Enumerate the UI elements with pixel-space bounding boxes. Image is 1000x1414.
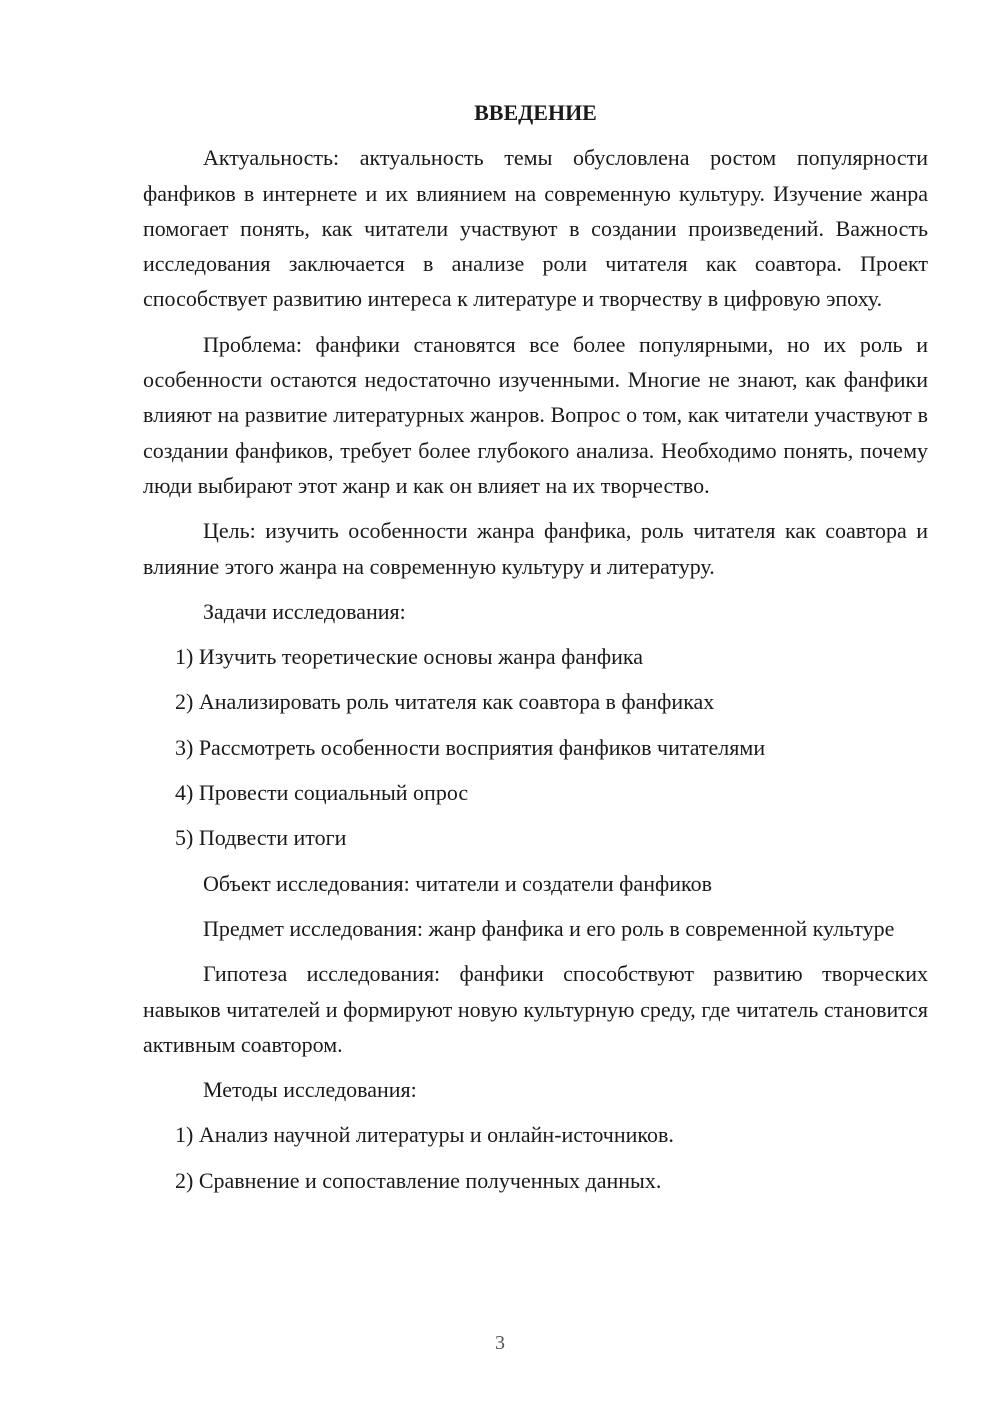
tasks-heading: Задачи исследования: — [203, 598, 406, 624]
method-item-1: 1) Анализ научной литературы и онлайн-источников. — [175, 1122, 674, 1148]
relevance-paragraph: Актуальность: актуальность темы обусловлена ростом популярности фанфиков в интернете и их влиянием на современную культуру. Изучение жанра помогает понять, как читатели участвуют в создании произведений. Важность исследования заключается в анализе роли читателя как соавтора. Проект способствует развитию интереса к литературе и творчеству в цифровую эпоху. — [143, 145, 928, 312]
task-item-4: 4) Провести социальный опрос — [175, 780, 469, 806]
research-subject: Предмет исследования: жанр фанфика и его роль в современной культуре — [203, 915, 895, 941]
page-number: 3 — [495, 1332, 505, 1354]
task-item-5: 5) Подвести итоги — [175, 825, 347, 851]
section-title: ВВЕДЕНИЕ — [474, 100, 597, 125]
problem-paragraph: Проблема: фанфики становятся все более популярными, но их роль и особенности остаются недостаточно изученными. Многие не знают, как фанфики влияют на развитие литературных жанров. Вопрос о том, как читатели участвуют в создании фанфиков, требует более глубокого анализа. Необходимо понять, почему люди выбирают этот жанр и как он влияет на их творчество. — [143, 331, 928, 498]
methods-heading: Методы исследования: — [203, 1077, 417, 1103]
task-item-3: 3) Рассмотреть особенности восприятия фанфиков читателями — [175, 734, 766, 760]
research-object: Объект исследования: читатели и создатели фанфиков — [203, 870, 712, 896]
hypothesis-paragraph: Гипотеза исследования: фанфики способствуют развитию творческих навыков читателей и формируют новую культурную среду, где читатель становится активным соавтором. — [143, 961, 928, 1057]
method-item-2: 2) Сравнение и сопоставление полученных данных. — [175, 1167, 662, 1193]
task-item-2: 2) Анализировать роль читателя как соавтора в фанфиках — [175, 689, 715, 715]
document-page — [143, 95, 928, 1208]
task-item-1: 1) Изучить теоретические основы жанра фанфика — [175, 644, 644, 670]
goal-paragraph: Цель: изучить особенности жанра фанфика, роль читателя как соавтора и влияние этого жанра на современную культуру и литературу. — [143, 518, 928, 579]
